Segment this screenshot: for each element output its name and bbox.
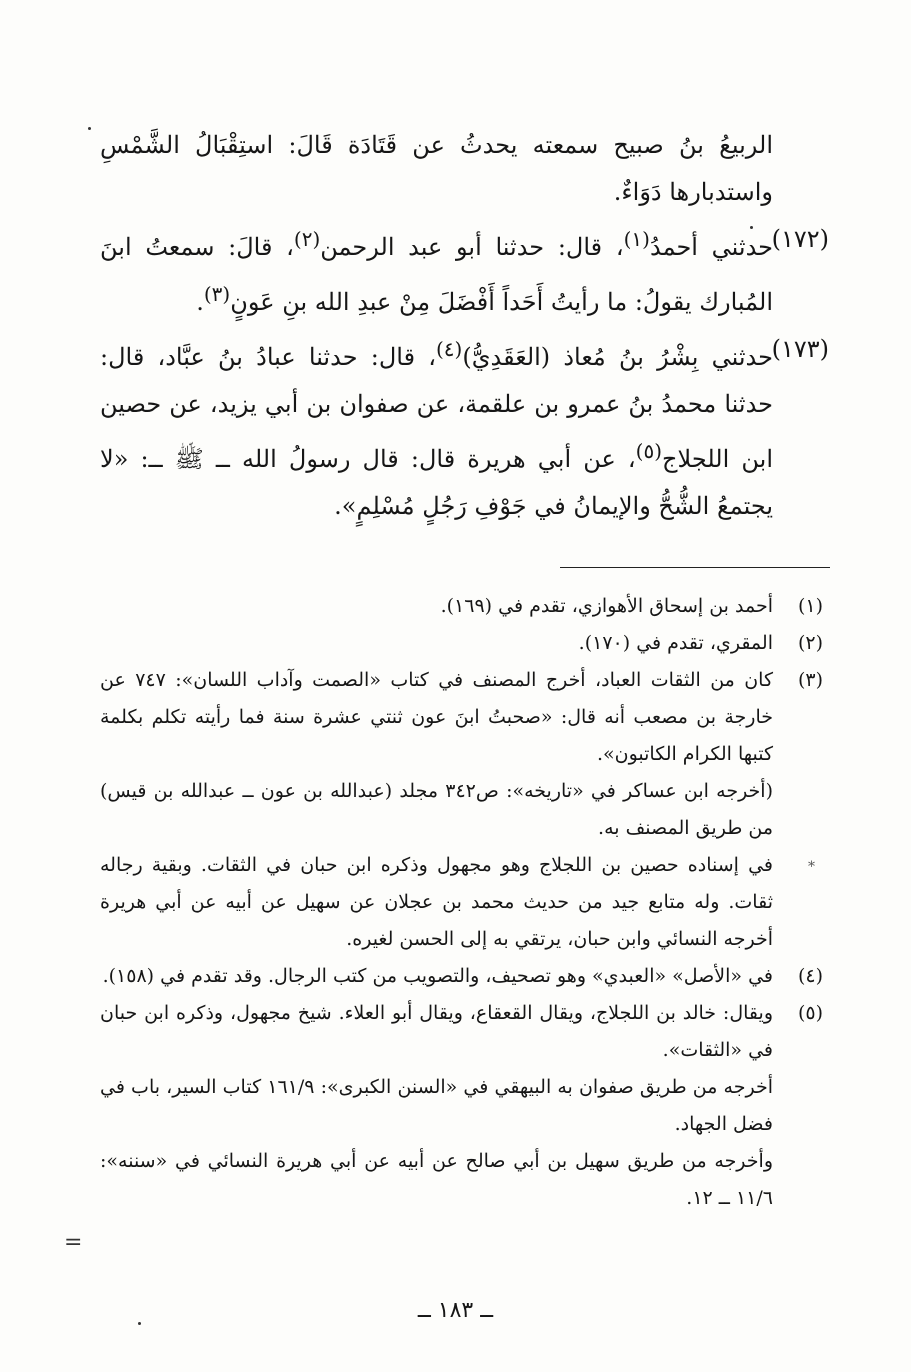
footnote-text: (أخرجه ابن عساكر في «تاريخه»: ص٣٤٢ مجلد (عبدالله بن عون ــ عبدالله بن قيس) من طريق المصنف به. [100,780,773,839]
footnote-number: (٢) [797,632,823,654]
footnote-text: المقري، تقدم في (١٧٠). [578,632,773,654]
footnote-text: وأخرجه من طريق سهيل بن أبي صالح عن أبيه عن أبي هريرة النسائي في «سننه»: ١١/٦ ــ ١٢. [100,1150,773,1209]
footnote-ref[interactable]: (١) [623,227,650,251]
footnote-number: (٣) [797,669,823,691]
paragraph-text: الربيعُ بنُ صبيح سمعته يحدثُ عن قَتَادَة قَالَ: استِقْبَالُ الشَّمْسِ واستدبارها دَوَاءٌ. [100,131,773,206]
footnote-text: ويقال: خالد بن اللجلاج، ويقال القعقاع، ويقال أبو العلاء. شيخ مجهول، وذكره ابن حبان في «الثقات». [100,1002,773,1061]
footnote-5-source [100,1143,823,1217]
footnote-2 [100,625,823,662]
footnote-separator [560,567,830,568]
paragraph-continuation [100,122,823,216]
hadith-173: (١٧٣) حدثني بِشْرُ بنُ مُعاذ (العَقَدِيُّ)$^{(٤)}$، قال: حدثنا عبادُ بنُ عبَّاد، قال: حدثنا محمدُ بنُ عمرو بن علقمة، عن صفوان بن أبي يزيد، عن حصين ابن اللجلاج$^{(٥)}$، عن أبي هريرة قال: قال رسولُ الله ــ ﷺ ــ: «لا يجتمعُ الشُّحُّ والإيمانُ في جَوْفِ رَجُلٍ مُسْلِمٍ». [100,326,823,530]
footnote-3 [100,662,823,773]
footnote-number: (٤) [797,965,823,987]
ink-speck [88,127,91,130]
footnote-number: (٥) [797,1002,823,1024]
hadith-number: (١٧٣) [771,335,829,363]
editor-note [100,847,823,958]
footnote-ref[interactable]: (٥) [635,439,663,463]
footnotes [100,588,823,1217]
footnote-ref[interactable]: (٤) [435,337,463,361]
footnote-5-source [100,1069,823,1143]
main-text [100,122,829,530]
footnote-5 [100,995,823,1069]
footnote-text: أخرجه من طريق صفوان به البيهقي في «السنن الكبرى»: ١٦١/٩ كتاب السير، باب في فضل الجهاد. [100,1076,773,1135]
footnote-ref[interactable]: (٣) [203,282,231,306]
continuation-mark: = [64,1230,83,1255]
footnote-text: في إسناده حصين بن اللجلاج وهو مجهول وذكره ابن حبان في الثقات. وبقية رجاله ثقات. وله متابع جيد من حديث محمد بن عجلان عن سهيل عن أبيه عن أبي هريرة أخرجه النسائي وابن حبان، يرتقي به إلى الحسن لغيره. [100,854,773,950]
hadith-number: (١٧٢) [771,225,829,253]
asterisk-mark: * [808,859,815,875]
footnote-4 [100,958,823,995]
footnote-text: في «الأصل» «العبدي» وهو تصحيف، والتصويب من كتب الرجال. وقد تقدم في (١٥٨). [102,965,773,987]
footnote-number: (١) [797,595,823,617]
footnote-text: أحمد بن إسحاق الأهوازي، تقدم في (١٦٩). [440,595,773,617]
page-number: ــ ١٨٣ ــ [417,1298,494,1323]
footnote-3-source [100,773,823,847]
footnote-1 [100,588,823,625]
footnote-text: كان من الثقات العباد، أخرج المصنف في كتاب «الصمت وآداب اللسان»: ٧٤٧ عن خارجة بن مصعب أنه قال: «صحبتُ ابنَ عون ثنتي عشرة سنة فما رأيته تكلم بكلمة كتبها الكرام الكاتبون». [100,669,774,765]
hadith-172: (١٧٢) حدثني أحمدُ$^{(١)}$، قال: حدثنا أبو عبد الرحمن$^{(٢)}$، قالَ: سمعتُ ابنَ المُبارك يقولُ: ما رأيتُ أَحَداً أَفْضَلَ مِنْ عبدِ الله بنِ عَونٍ$^{(٣)}$. [100,216,823,326]
footnote-ref[interactable]: (٢) [293,227,321,251]
